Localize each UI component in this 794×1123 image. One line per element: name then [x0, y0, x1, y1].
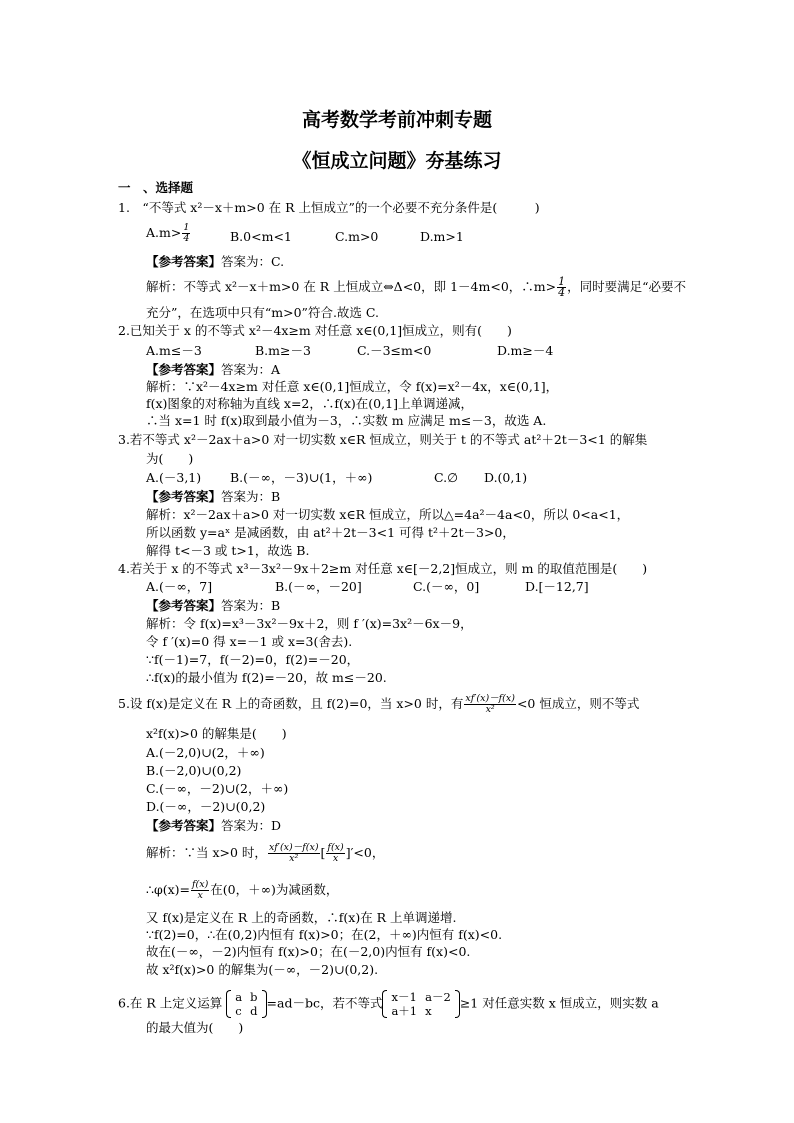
answer-tag: 【参考答案】: [146, 818, 222, 833]
q4-explanation-2: 令 f ′(x)=0 得 x=－1 或 x=3(舍去).: [146, 634, 353, 649]
q4-explanation-3: ∵f(－1)=7，f(－2)=0，f(2)=－20，: [146, 652, 360, 667]
q1-explanation-1: 解析：不等式 x²－x＋m>0 在 R 上恒成立⇔Δ<0，即 1－4m<0，∴m> $\frac{1}{4}$ ，同时要满足“必要不: [146, 275, 687, 299]
q2-option-a: A.m≤－3: [146, 343, 202, 358]
q5-option-c: C.(－∞，－2)∪(2，＋∞): [146, 781, 289, 796]
determinant-inequality: x－1 a－2 a＋1 x: [382, 990, 459, 1018]
q3-explanation-1: 解析：x²－2ax＋a>0 对一切实数 x∈R 恒成立，所以△=4a²－4a<0，所以 0<a<1，: [146, 507, 630, 522]
q5-explanation-3: 又 f(x)是定义在 R 上的奇函数，∴f(x)在 R 上单调递增.: [146, 910, 457, 925]
q1-option-c: C.m>0: [335, 229, 379, 244]
answer-tag: 【参考答案】: [146, 489, 222, 504]
q4-explanation-4: ∴f(x)的最小值为 f(2)=－20，故 m≤－20.: [146, 670, 387, 685]
answer-tag: 【参考答案】: [146, 598, 222, 613]
q2-explanation-1: 解析：∵x²－4x≥m 对任意 x∈(0,1]恒成立，令 f(x)=x²－4x，x∈(0,1]，: [146, 379, 559, 394]
q2-explanation-3: ∴当 x=1 时 f(x)取到最小值为－3，∴实数 m 应满足 m≤－3，故选 A.: [146, 413, 547, 428]
answer-tag: 【参考答案】: [146, 362, 222, 377]
q4-answer: 【参考答案】答案为：B: [146, 598, 281, 613]
q2-option-d: D.m≥－4: [497, 343, 554, 358]
q5-explanation-5: 故在(－∞，－2)内恒有 f(x)>0；在(－2,0)内恒有 f(x)<0.: [146, 944, 471, 959]
q4-explanation-1: 解析：令 f(x)=x³－3x²－9x＋2，则 f ′(x)=3x²－6x－9，: [146, 616, 473, 631]
q1-option-b: B.0<m<1: [230, 229, 292, 244]
q3-option-a: A.(－3,1): [146, 470, 202, 485]
q3-explanation-3: 解得 t<－3 或 t>1，故选 B.: [146, 543, 310, 558]
fraction: $\frac{1}{4}$: [183, 222, 190, 244]
q4-option-d: D.[－12,7]: [525, 579, 589, 594]
document-subtitle: 《恒成立问题》夯基练习: [292, 150, 502, 172]
q4-option-a: A.(－∞，7]: [146, 579, 213, 594]
q3-stem-2: 为( ): [146, 451, 194, 466]
q5-explanation-2: ∴φ(x)= $\frac{f(x)}{x}$ 在(0，＋∞)为减函数，: [146, 879, 339, 901]
q5-option-b: B.(－2,0)∪(0,2): [146, 763, 242, 778]
q4-stem: 4.若关于 x 的不等式 x³－3x²－9x＋2≥m 对任意 x∈[－2,2]恒成立，则 m 的取值范围是( ): [118, 561, 648, 576]
q3-answer: 【参考答案】答案为：B: [146, 489, 281, 504]
q1-stem: 1. “不等式 x²－x＋m>0 在 R 上恒成立”的一个必要不充分条件是( ): [118, 200, 540, 215]
q5-explanation-4: ∵f(2)=0，∴在(0,2)内恒有 f(x)>0；在(2，＋∞)内恒有 f(x)<0.: [146, 927, 503, 942]
q3-option-b: B.(－∞，－3)∪(1，＋∞): [230, 470, 373, 485]
q5-option-d: D.(－∞，－2)∪(0,2): [146, 799, 266, 814]
q5-answer: 【参考答案】答案为：D: [146, 818, 282, 833]
q2-answer: 【参考答案】答案为：A: [146, 362, 281, 377]
q4-option-c: C.(－∞，0]: [413, 579, 480, 594]
fraction: $\frac{xf'(x)-f(x)}{\text{x²}}$: [465, 693, 515, 715]
q2-explanation-2: f(x)图象的对称轴为直线 x=2，∴f(x)在(0,1]上单调递减，: [146, 396, 473, 411]
q1-answer: 【参考答案】答案为：C.: [146, 254, 285, 269]
determinant-abcd: a b c d: [226, 990, 266, 1018]
q1-option-d: D.m>1: [420, 229, 464, 244]
q3-explanation-2: 所以函数 y=aˣ 是减函数，由 at²＋2t－3<1 可得 t²＋2t－3>0，: [146, 525, 515, 540]
fraction: $\frac{xf'(x)-f(x)}{\text{x²}}$: [268, 842, 319, 864]
q1-explanation-2: 充分”，在选项中只有“m>0”符合.故选 C.: [146, 305, 379, 320]
q3-stem-1: 3.若不等式 x²－2ax＋a>0 对一切实数 x∈R 恒成立，则关于 t 的不等式 at²＋2t－3<1 的解集: [118, 432, 648, 447]
q5-stem-2: x²f(x)>0 的解集是( ): [146, 726, 287, 741]
q2-option-b: B.m≥－3: [255, 343, 311, 358]
fraction: $\frac{f(x)}{x}$: [191, 879, 209, 901]
fraction: $\frac{f(x)}{x}$: [327, 842, 344, 864]
q5-stem-1: 5.设 f(x)是定义在 R 上的奇函数，且 f(2)=0，当 x>0 时，有 $\frac{xf'(x)-f(x)}{\text{x²}}$ <0 恒成立，则不等式: [118, 693, 640, 715]
q2-stem: 2.已知关于 x 的不等式 x²－4x≥m 对任意 x∈(0,1]恒成立，则有( ): [118, 323, 512, 338]
section-heading: 一 、选择题: [118, 180, 194, 195]
q3-option-c: C.∅: [434, 470, 458, 485]
q5-explanation-1: 解析：∵当 x>0 时， $\frac{xf'(x)-f(x)}{\text{x²}}$ [ $\frac{f(x)}{x}$ ]′<0，: [146, 842, 385, 864]
q1-option-a: A.m> $\frac{1}{4}$: [146, 222, 190, 244]
q5-option-a: A.(－2,0)∪(2，＋∞): [146, 745, 265, 760]
q6-stem-2: 的最大值为( ): [146, 1020, 244, 1035]
answer-tag: 【参考答案】: [146, 254, 222, 269]
q5-explanation-6: 故 x²f(x)>0 的解集为(－∞，－2)∪(0,2).: [146, 962, 379, 977]
fraction: $\frac{1}{4}$: [558, 275, 566, 299]
q2-option-c: C.－3≤m<0: [357, 343, 432, 358]
q3-option-d: D.(0,1): [484, 470, 528, 485]
q4-option-b: B.(－∞，－20]: [275, 579, 362, 594]
q6-stem-1: 6.在 R 上定义运算 a b c d =ad－bc，若不等式 x－1 a－2 a＋1 x ≥1 对任意实数 x 恒成立，则实数 a: [118, 990, 659, 1018]
document-title: 高考数学考前冲刺专题: [301, 109, 492, 131]
